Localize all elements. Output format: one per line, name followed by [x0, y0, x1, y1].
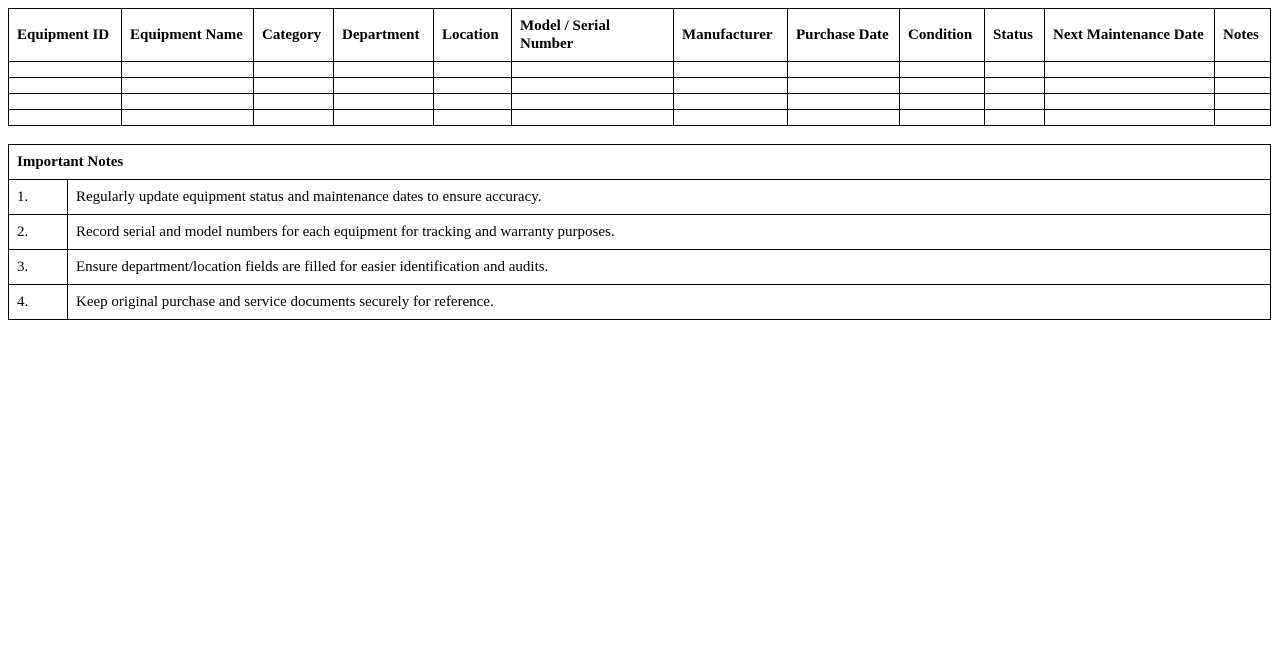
table-cell[interactable]	[788, 110, 900, 126]
header-condition: Condition	[900, 9, 985, 62]
table-row	[9, 62, 1271, 78]
table-cell[interactable]	[254, 62, 334, 78]
table-cell[interactable]	[985, 110, 1045, 126]
table-cell[interactable]	[122, 78, 254, 94]
table-cell[interactable]	[674, 62, 788, 78]
table-cell[interactable]	[512, 110, 674, 126]
table-cell[interactable]	[1215, 78, 1271, 94]
table-cell[interactable]	[334, 110, 434, 126]
table-row	[9, 94, 1271, 110]
note-item	[9, 285, 1271, 320]
table-cell[interactable]	[1215, 94, 1271, 110]
table-cell[interactable]	[434, 62, 512, 78]
table-cell[interactable]	[788, 78, 900, 94]
header-next-maintenance-date: Next Maintenance Date	[1045, 9, 1215, 62]
header-manufacturer: Manufacturer	[674, 9, 788, 62]
table-cell[interactable]	[9, 78, 122, 94]
header-department: Department	[334, 9, 434, 62]
table-cell[interactable]	[9, 94, 122, 110]
table-cell[interactable]	[122, 62, 254, 78]
table-cell[interactable]	[512, 94, 674, 110]
table-cell[interactable]	[512, 62, 674, 78]
table-cell[interactable]	[900, 78, 985, 94]
header-location: Location	[434, 9, 512, 62]
table-cell[interactable]	[254, 94, 334, 110]
header-equipment-name: Equipment Name	[122, 9, 254, 62]
header-model-serial: Model / Serial Number	[512, 9, 674, 62]
table-cell[interactable]	[1045, 78, 1215, 94]
note-number: 3.	[9, 250, 68, 285]
table-cell[interactable]	[334, 78, 434, 94]
note-text: Record serial and model numbers for each equipment for tracking and warranty purposes.	[68, 215, 1271, 250]
table-cell[interactable]	[434, 94, 512, 110]
table-cell[interactable]	[9, 110, 122, 126]
note-number: 2.	[9, 215, 68, 250]
note-item	[9, 250, 1271, 285]
table-cell[interactable]	[254, 110, 334, 126]
header-status: Status	[985, 9, 1045, 62]
table-row	[9, 110, 1271, 126]
table-row	[9, 78, 1271, 94]
table-cell[interactable]	[122, 110, 254, 126]
table-cell[interactable]	[985, 78, 1045, 94]
table-cell[interactable]	[434, 78, 512, 94]
equipment-table-body	[9, 62, 1271, 126]
table-cell[interactable]	[788, 94, 900, 110]
note-text: Regularly update equipment status and maintenance dates to ensure accuracy.	[68, 180, 1271, 215]
header-equipment-id: Equipment ID	[9, 9, 122, 62]
document-body	[8, 8, 1270, 320]
table-cell[interactable]	[9, 62, 122, 78]
table-cell[interactable]	[1045, 94, 1215, 110]
note-number: 1.	[9, 180, 68, 215]
note-item	[9, 215, 1271, 250]
equipment-table	[8, 8, 1271, 126]
table-cell[interactable]	[122, 94, 254, 110]
note-text: Ensure department/location fields are filled for easier identification and audits.	[68, 250, 1271, 285]
note-text: Keep original purchase and service documents securely for reference.	[68, 285, 1271, 320]
table-cell[interactable]	[334, 62, 434, 78]
table-cell[interactable]	[512, 78, 674, 94]
table-cell[interactable]	[1215, 62, 1271, 78]
table-cell[interactable]	[788, 62, 900, 78]
table-cell[interactable]	[254, 78, 334, 94]
header-category: Category	[254, 9, 334, 62]
table-cell[interactable]	[674, 78, 788, 94]
note-number: 4.	[9, 285, 68, 320]
table-cell[interactable]	[1045, 110, 1215, 126]
important-notes-table	[8, 144, 1271, 320]
header-notes: Notes	[1215, 9, 1271, 62]
table-cell[interactable]	[1215, 110, 1271, 126]
notes-title-row	[9, 145, 1271, 180]
table-cell[interactable]	[900, 62, 985, 78]
table-cell[interactable]	[900, 110, 985, 126]
table-cell[interactable]	[334, 94, 434, 110]
table-cell[interactable]	[985, 94, 1045, 110]
table-cell[interactable]	[900, 94, 985, 110]
note-item	[9, 180, 1271, 215]
notes-title: Important Notes	[9, 145, 1271, 180]
equipment-header-row	[9, 9, 1271, 62]
table-cell[interactable]	[985, 62, 1045, 78]
table-cell[interactable]	[434, 110, 512, 126]
table-cell[interactable]	[1045, 62, 1215, 78]
header-purchase-date: Purchase Date	[788, 9, 900, 62]
table-cell[interactable]	[674, 110, 788, 126]
table-cell[interactable]	[674, 94, 788, 110]
